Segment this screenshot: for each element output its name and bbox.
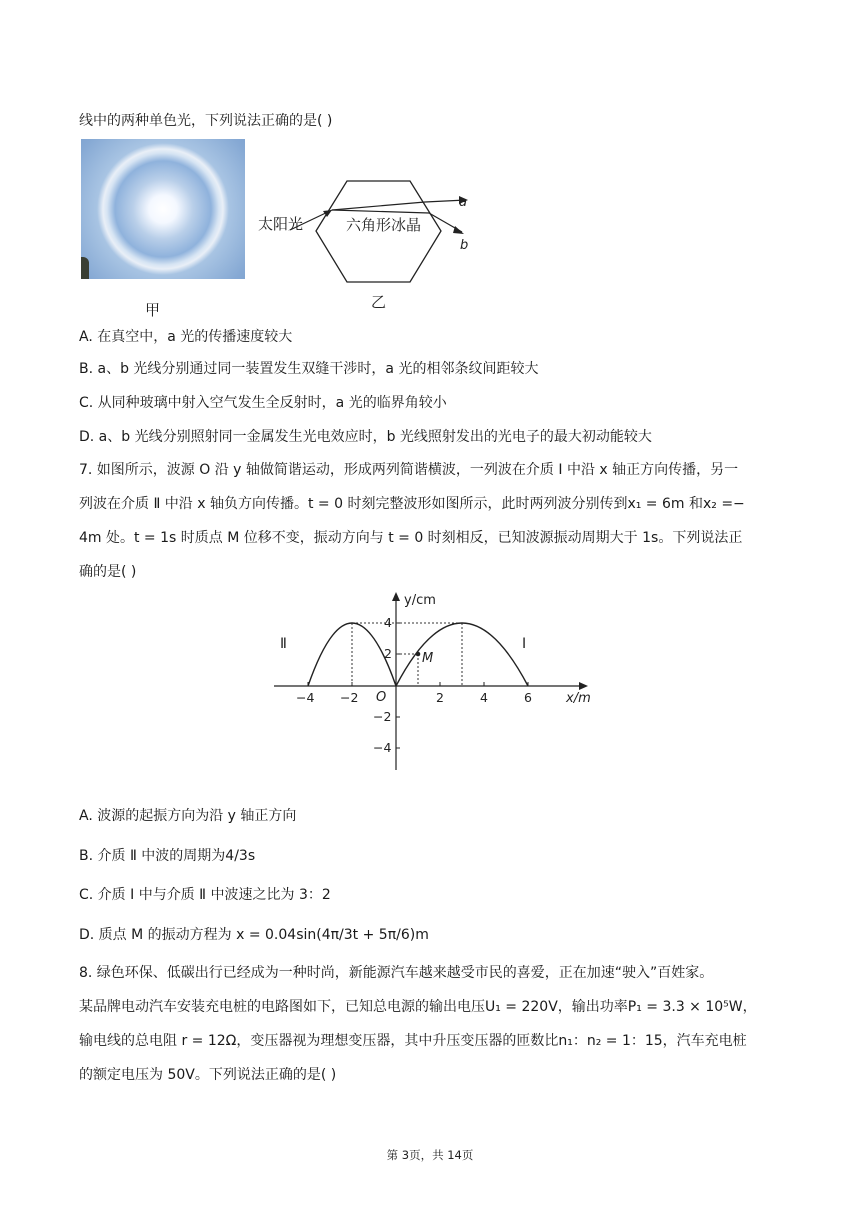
fig-jia-caption: 甲 bbox=[145, 301, 161, 319]
x-tick-label: 4 bbox=[480, 690, 488, 705]
q7-line-4: 确的是( ) bbox=[79, 564, 137, 580]
medium-II-label: Ⅱ bbox=[280, 636, 287, 652]
x-tick-label: −2 bbox=[340, 690, 359, 705]
y-axis-label: y/cm bbox=[404, 593, 436, 608]
q7-option-d: D. 质点 M 的振动方程为 x = 0.04sin(4π/3t + 5π/6)m bbox=[79, 927, 429, 943]
x-tick-label: −4 bbox=[296, 690, 315, 705]
page-footer: 第 3页，共 14页 bbox=[386, 1148, 474, 1162]
medium-I-label: Ⅰ bbox=[522, 636, 527, 652]
x-tick-label: 6 bbox=[524, 690, 532, 705]
q7-line-1: 7. 如图所示，波源 O 沿 y 轴做简谐运动，形成两列简谐横波，一列波在介质 Ⅰ 中沿 x 轴正方向传播，另一 bbox=[79, 462, 739, 478]
q7-option-b: B. 介质 Ⅱ 中波的周期为4/3s bbox=[79, 848, 256, 864]
y-tick-label: 2 bbox=[384, 646, 392, 661]
q6-option-b: B. a、b 光线分别通过同一装置发生双缝干涉时，a 光的相邻条纹间距较大 bbox=[79, 361, 539, 377]
q6-option-a: A. 在真空中，a 光的传播速度较大 bbox=[79, 329, 293, 345]
q7-line-2: 列波在介质 Ⅱ 中沿 x 轴负方向传播。t = 0 时刻完整波形如图所示，此时两列波分别传到x₁ = 6m 和x₂ =− bbox=[79, 496, 745, 512]
fig-yi-caption: 乙 bbox=[371, 293, 387, 311]
q8-line-2: 某品牌电动汽车安装充电桩的电路图如下，已知总电源的输出电压U₁ = 220V，输出功率P₁ = 3.3 × 10⁵W， bbox=[79, 999, 757, 1015]
wave-graph bbox=[270, 588, 600, 773]
q8-line-1: 8. 绿色环保、低碳出行已经成为一种时尚，新能源汽车越来越受市民的喜爱，正在加速“驶入”百姓家。 bbox=[79, 965, 714, 981]
q7-option-c: C. 介质 Ⅰ 中与介质 Ⅱ 中波速之比为 3：2 bbox=[79, 887, 331, 903]
halo-photo bbox=[81, 139, 245, 279]
hexagon-crystal-diagram bbox=[250, 170, 490, 320]
ray-a-label: a bbox=[459, 195, 467, 210]
q6-stem-tail: 线中的两种单色光，下列说法正确的是( ) bbox=[79, 113, 333, 129]
q7-line-3: 4m 处。t = 1s 时质点 M 位移不变，振动方向与 t = 0 时刻相反，已知波源振动周期大于 1s。下列说法正 bbox=[79, 530, 743, 546]
x-tick-label: 2 bbox=[436, 690, 444, 705]
origin-label: O bbox=[376, 690, 387, 705]
q6-option-d: D. a、b 光线分别照射同一金属发生光电效应时，b 光线照射发出的光电子的最大初动能较大 bbox=[79, 429, 652, 445]
q7-option-a: A. 波源的起振方向为沿 y 轴正方向 bbox=[79, 808, 297, 824]
q8-line-4: 的额定电压为 50V。下列说法正确的是( ) bbox=[79, 1067, 337, 1083]
y-tick-label: −2 bbox=[373, 709, 392, 724]
q8-line-3: 输电线的总电阻 r = 12Ω，变压器视为理想变压器，其中升压变压器的匝数比n₁：n₂ = 1：15，汽车充电桩 bbox=[79, 1033, 747, 1049]
y-tick-label: 4 bbox=[384, 615, 392, 630]
ray-b-label: b bbox=[460, 238, 469, 253]
point-M-label: M bbox=[422, 651, 434, 666]
sunlight-label: 太阳光 bbox=[258, 215, 304, 233]
crystal-label: 六角形冰晶 bbox=[346, 216, 422, 234]
x-axis-label: x/m bbox=[566, 691, 591, 706]
q6-option-c: C. 从同种玻璃中射入空气发生全反射时，a 光的临界角较小 bbox=[79, 395, 447, 411]
y-tick-label: −4 bbox=[373, 740, 392, 755]
